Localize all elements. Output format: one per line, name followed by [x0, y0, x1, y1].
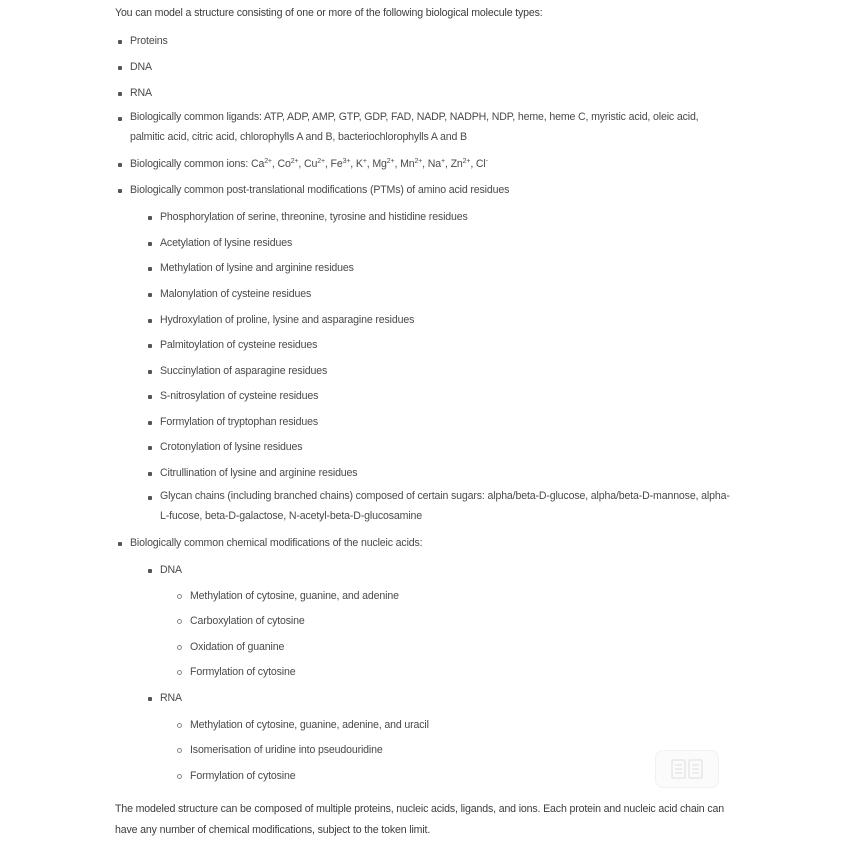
bullet-icon	[148, 569, 152, 573]
bullet-icon	[118, 92, 122, 96]
ions-list: $Ca^{2+}$, $Co^{2+}$, $Cu^{2+}$, $Fe^{3+}$, K+, $Mg^{2+}$, $Mn^{2+}$, Na+, $Zn^{2+}$, Cl-	[250, 158, 488, 170]
dna-mod-item: Formylation of cytosine	[175, 666, 295, 678]
ptm-item: Methylation of lysine and arginine residues	[145, 262, 354, 274]
circle-bullet-icon	[177, 774, 182, 779]
ion-cl: Cl-	[475, 158, 488, 170]
bullet-icon	[118, 189, 122, 193]
book-icon	[655, 750, 719, 788]
ion-zn: $Zn^{2+}$	[450, 158, 471, 170]
ion-cu: $Cu^{2+}$	[304, 158, 325, 170]
circle-bullet-icon	[177, 645, 182, 650]
bullet-icon	[148, 267, 152, 271]
bullet-icon	[118, 163, 122, 167]
bullet-icon	[118, 542, 122, 546]
dna-mod-item: Oxidation of guanine	[175, 641, 284, 653]
intro-paragraph: You can model a structure consisting of one or more of the following biological molecule types:	[115, 7, 543, 19]
circle-bullet-icon	[177, 619, 182, 624]
ptm-item-glycan: Glycan chains (including branched chains) composed of certain sugars: alpha/beta-D-glucose, alpha/beta-D-mannose, alpha-L-fucose, beta-D-galactose, N-acetyl-beta-D-glucosamine	[145, 486, 735, 526]
ion-mg: $Mg^{2+}$	[372, 158, 395, 170]
bullet-icon	[148, 446, 152, 450]
list-item-dna: DNA	[115, 61, 152, 73]
ion-mn: $Mn^{2+}$	[400, 158, 423, 170]
ptm-item: Phosphorylation of serine, threonine, tyrosine and histidine residues	[145, 211, 468, 223]
bullet-icon	[118, 66, 122, 70]
ptm-item: Hydroxylation of proline, lysine and asparagine residues	[145, 314, 414, 326]
ptm-item: Malonylation of cysteine residues	[145, 288, 311, 300]
list-item-proteins: Proteins	[115, 35, 168, 47]
ptm-item: Acetylation of lysine residues	[145, 237, 292, 249]
dna-mod-item: Carboxylation of cytosine	[175, 615, 305, 627]
ptm-item: S-nitrosylation of cysteine residues	[145, 390, 318, 402]
circle-bullet-icon	[177, 594, 182, 599]
bullet-icon	[148, 370, 152, 374]
ion-co: $Co^{2+}$	[277, 158, 299, 170]
bullet-icon	[148, 344, 152, 348]
ptm-item: Palmitoylation of cysteine residues	[145, 339, 317, 351]
bullet-icon	[148, 472, 152, 476]
ptm-item: Crotonylation of lysine residues	[145, 441, 302, 453]
rna-mod-item: Formylation of cytosine	[175, 770, 295, 782]
bullet-icon	[148, 496, 152, 500]
bullet-icon	[148, 421, 152, 425]
ptm-item: Citrullination of lysine and arginine residues	[145, 467, 357, 479]
circle-bullet-icon	[177, 723, 182, 728]
outro-paragraph: The modeled structure can be composed of multiple proteins, nucleic acids, ligands, and ions. Each protein and nucleic acid chain can have any number of chemical modifications, subject to the token limit.	[115, 803, 724, 836]
rna-mod-item: Methylation of cytosine, guanine, adenine, and uracil	[175, 719, 429, 731]
list-item-ions	[115, 158, 488, 170]
ion-fe: $Fe^{3+}$	[330, 158, 351, 170]
nucleic-dna-item: DNA	[145, 564, 182, 576]
dna-mod-item: Methylation of cytosine, guanine, and adenine	[175, 590, 399, 602]
list-item-ligands: Biologically common ligands: ATP, ADP, AMP, GTP, GDP, FAD, NADP, NADPH, NDP, heme, heme C, myristic acid, oleic acid, palmitic acid, citric acid, chlorophylls A and B, bacteriochlorophylls A and B	[115, 107, 730, 147]
bullet-icon	[148, 242, 152, 246]
circle-bullet-icon	[177, 748, 182, 753]
list-item-nucleic-mods: Biologically common chemical modifications of the nucleic acids:	[115, 537, 422, 549]
rna-mod-item: Isomerisation of uridine into pseudouridine	[175, 744, 383, 756]
list-item-ptms: Biologically common post-translational modifications (PTMs) of amino acid residues	[115, 184, 509, 196]
bullet-icon	[118, 40, 122, 44]
ions-text: Biologically common ions: $Ca^{2+}$, $Co^{2+}$, $Cu^{2+}$, $Fe^{3+}$, K+, $Mg^{2+}$, $Mn^{2+}$, Na+, $Zn^{2+}$, Cl-	[130, 158, 488, 170]
bullet-icon	[148, 216, 152, 220]
nucleic-rna-item: RNA	[145, 692, 182, 704]
ion-k: K+	[355, 158, 367, 170]
bullet-icon	[148, 697, 152, 701]
ptm-item: Formylation of tryptophan residues	[145, 416, 318, 428]
bullet-icon	[118, 117, 122, 121]
bullet-icon	[148, 319, 152, 323]
ion-ca: $Ca^{2+}$	[250, 158, 272, 170]
circle-bullet-icon	[177, 670, 182, 675]
ptm-item: Succinylation of asparagine residues	[145, 365, 327, 377]
ion-na: Na+	[427, 158, 445, 170]
bullet-icon	[148, 293, 152, 297]
list-item-rna: RNA	[115, 87, 152, 99]
bullet-icon	[148, 395, 152, 399]
